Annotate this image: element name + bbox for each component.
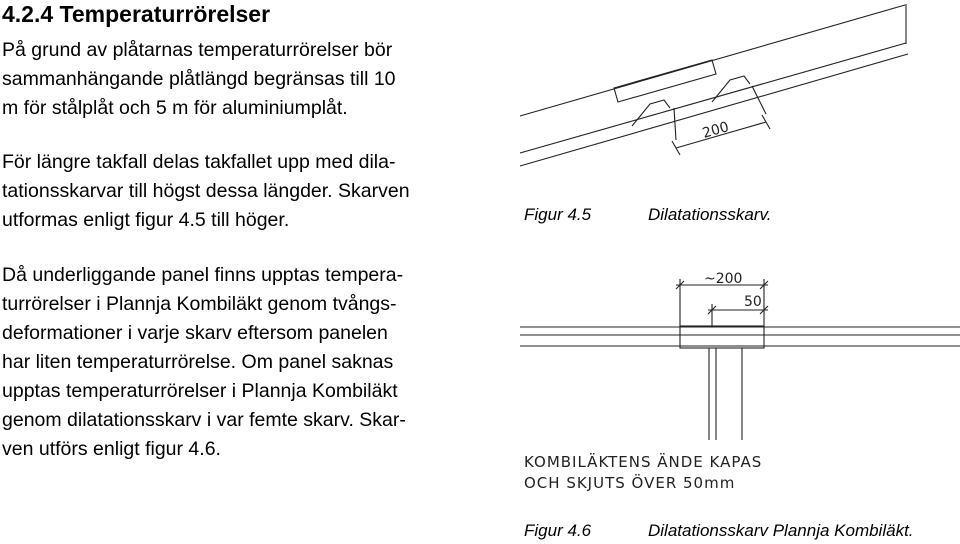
dimension-label: 200 <box>700 119 731 142</box>
drawing-note-line: KOMBILÄKTENS ÄNDE KAPAS <box>524 453 763 471</box>
joint-overlap-box <box>680 326 764 348</box>
figure-number: Figur 4.5 <box>524 205 592 224</box>
text-line: sammanhängande plåtlängd begränsas till 10 <box>2 68 396 90</box>
extension-line <box>674 108 676 140</box>
figure-4-5-drawing <box>520 4 908 166</box>
figure-caption: Dilatationsskarv. <box>648 205 772 224</box>
lap-plate <box>614 60 716 102</box>
text-line: upptas temperaturrörelser i Plannja Kombiläkt <box>2 380 398 402</box>
figure-number: Figur 4.6 <box>524 521 592 540</box>
figure-caption: Dilatationsskarv Plannja Kombiläkt. <box>648 521 914 540</box>
dimension-tick <box>672 141 680 155</box>
text-line: utformas enligt figur 4.5 till höger. <box>2 209 290 231</box>
text-line: genom dilatationsskarv i var femte skarv. Skar- <box>2 409 406 431</box>
figure-4-6-drawing <box>520 279 960 440</box>
profile-fold-left <box>632 100 670 126</box>
dimension-inner-label: 50 <box>744 294 762 310</box>
dimension-tick <box>762 115 770 129</box>
text-line: tationsskarvar till högst dessa längder. Skarven <box>2 180 410 202</box>
text-line: Då underliggande panel finns upptas tempera- <box>2 264 404 286</box>
text-line: deformationer i varje skarv eftersom panelen <box>2 322 388 344</box>
text-line: har liten temperaturrörelse. Om panel saknas <box>2 351 394 373</box>
extension-line <box>752 86 766 114</box>
text-line: För längre takfall delas takfallet upp med dila- <box>2 151 396 173</box>
roof-sheet-line <box>520 54 908 166</box>
section-heading: 4.2.4 Temperaturrörelser <box>2 1 271 27</box>
text-line: turrörelser i Plannja Kombiläkt genom tvångs- <box>2 293 397 315</box>
dimension-outer-label: ~200 <box>704 271 743 287</box>
text-line: m för stålplåt och 5 m för aluminiumplåt. <box>2 97 348 119</box>
text-line: På grund av plåtarnas temperaturrörelser bör <box>2 39 393 61</box>
text-line: ven utförs enligt figur 4.6. <box>2 438 221 460</box>
drawing-note-line: OCH SKJUTS ÖVER 50mm <box>524 474 736 492</box>
